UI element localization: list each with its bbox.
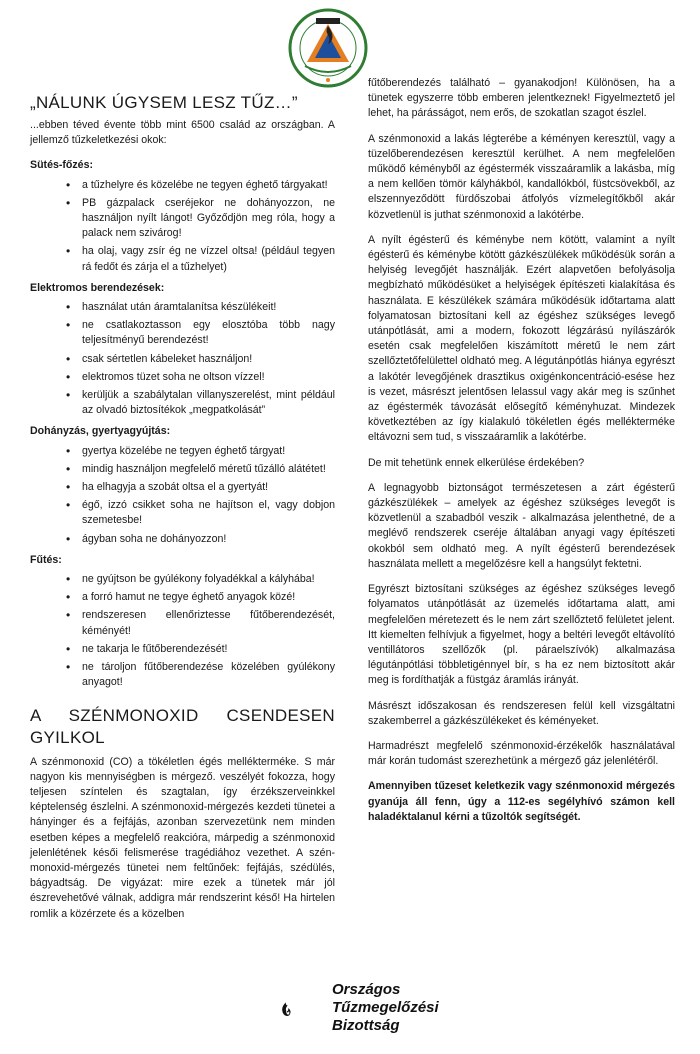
section-heading-heating: Fűtés:: [30, 553, 62, 566]
left-column: [30, 92, 335, 932]
paragraph: Egyrészt biztosítani szükséges az égéshez szükséges levegő folyamatos utánpótlását az üzemelés időtartama alatt, ami megfelelően méretezett és le nem zárt szellőztető felületet jelent. Itt kiemelten felhívjuk a figyelmet, hogy a beltéri levegőt eltávolító ventillátoros szellőzők (pl. páraelszívók) alkalmazása légutánpótlási többletigénnyel bír, s ha ez nem biztosított akár meg is fordíthatják a füstgáz áramlás irányát.: [368, 583, 675, 687]
section-heading-smoking: Dohányzás, gyertyagyújtás:: [30, 425, 171, 438]
list-item: • a forró hamut ne tegye éghető anyagok közé!: [82, 590, 335, 605]
org-name-line: Országos: [332, 981, 401, 998]
main-title: „NÁLUNK ÚGYSEM LESZ TŰZ…”: [30, 93, 298, 112]
list-item: • rendszeresen ellenőriztesse fűtőberendezését, kéményét!: [82, 608, 335, 638]
paragraph: A szénmonoxid a lakás légterébe a kéményen keresztül, vagy a tüzelőberendezésen keresztül kerülhet. A nem megfelelően működő kéményből az égéstermék visszaáramlik a lakásba, míg a nem kellően tömör kályhákból, kandallókból, füstcsövekből, az elszennyeződött fürdőszobai átfolyós vízmelegítőkből akár közvetlenül is juthat szénmonoxid a lakótérbe.: [368, 132, 675, 221]
paragraph: A nyílt égésterű és kéménybe nem kötött, valamint a nyílt égésterű és kéménybe kötött gázkészülékek működésük során a helyiség levegőjét használják. Ezért alapvetően befolyásolja megbízható működésüket a helyiségek építészeti kialakítása és használata. E készülékek számára működésük időtartama alatt folyamatosan biztosítani kell az égéshez szükséges levegő utánpótlását, ami a modern, fokozott légzárású nyílászárók esetén csak megfelelően kiszámított méretű le nem zárt szellőztetőfelülettel oldható meg. A légutánpótlás hiánya egyrészt a lakótér levegőjének drasztikus oxigénkoncentráció-esése hez is vezet, másrészt jelentősen lelassul vagy akár meg is szűnhet az égéstermék távozását elősegítő kéményhuzat. Mindezek következtében az így kialakuló tökéletlen égés mellékterméke eltávozni sem tud, s visszaáramlik a lakótérbe.: [368, 233, 675, 444]
list-item: • mindig használjon megfelelő méretű tűzálló alátétet!: [82, 462, 335, 477]
cooking-list: [30, 178, 335, 275]
paragraph: A legnagyobb biztonságot természetesen a zárt égésterű gázkészülékek – amelyek az égéshez szükséges levegőt is közvetlenül a szabadból veszik - alkalmazása jelenthetné, de a meglévő rendszerek cseréje általában anyagi vagy építészeti okokból sem oldható meg. A nyílt égésterű berendezések használata mellett a megelőzésre kell a hangsúlyt fektetni.: [368, 481, 675, 570]
section-heading-electrical: Elektromos berendezések:: [30, 281, 165, 294]
electrical-list: [30, 300, 335, 418]
fire-protection-emblem-icon: [283, 6, 373, 90]
list-item: • a tűzhelyre és közelébe ne tegyen éghető tárgyakat!: [82, 178, 335, 193]
list-item: • ha olaj, vagy zsír ég ne vízzel oltsa! (például tegyen rá fedőt és zárja el a tűzhelyet): [82, 244, 335, 274]
list-item: • égő, izzó csikket soha ne hajítson el, vagy dobjon szemetesbe!: [82, 498, 335, 528]
list-item: • használat után áramtalanítsa készülékeit!: [82, 300, 335, 315]
paragraph: Harmadrészt megfelelő szénmonoxid-érzékelők használatával már korán tudomást szerezhetünk a mérgező gáz jelenlétéről.: [368, 739, 675, 768]
list-item: • ne takarja le fűtőberendezését!: [82, 642, 335, 657]
list-item: • csak sértetlen kábeleket használjon!: [82, 352, 335, 367]
org-name-line: Bizottság: [332, 1017, 400, 1034]
list-item: • ne csatlakoztasson egy elosztóba több nagy teljesítményű berendezést!: [82, 318, 335, 348]
heating-list: [30, 572, 335, 690]
list-item: • kerüljük a szabálytalan villanyszerelést, mint például az olvadó biztosítékok „megpatkolását”: [82, 388, 335, 418]
list-item: • ha elhagyja a szobát oltsa el a gyertyát!: [82, 480, 335, 495]
question-paragraph: De mit tehetünk ennek elkerülése érdekében?: [368, 456, 585, 469]
paragraph: Másrészt időszakosan és rendszeresen felül kell vizsgáltatni szakemberrel a gázkészülékeket és kéményeket.: [368, 699, 675, 727]
org-name-line: Tűzmegelőzési: [332, 999, 439, 1016]
section-heading-cooking: Sütés-főzés:: [30, 159, 93, 172]
organization-name: [332, 981, 439, 1035]
list-item: • elektromos tüzet soha ne oltson vízzel!: [82, 370, 335, 385]
list-item: • ne tároljon fűtőberendezése közelében gyúlékony anyagot!: [82, 660, 335, 690]
co-title: A SZÉNMONOXID CSENDESEN GYILKOL: [30, 705, 335, 747]
intro-paragraph: ...ebben téved évente több mint 6500 család az országban. A jellemző tűzkeletkezési okok:: [30, 119, 335, 147]
flame-logo-icon: [280, 978, 326, 1042]
co-paragraph: A szénmonoxid (CO) a tökéletlen égés mellékterméke. S már nagyon kis mennyiségben is mérgező. veszélyét fokozza, hogy teljesen színtelen és szagtalan, így érzékszerveinkkel képtelenség észlelni. A szénmonoxid-mérgezés kezdeti tünetei a hányinger és a fejfájás, azonban szervezetünk nem minden esetben képes a megfelelő reakcióra, márpedig a szénmonoxid jelenlétének késői felismerése tragédiához vezethet. A szén-monoxid-mérgezés tünetei nem feltűnőek: fejfájás, szédülés, bágyadtság. De vigyázat: mire ezek a tünetek már jól észrevehetővé válnak, addigra már rendszerint késő! Ha hirtelen romlik a közérzete és a közelben: [30, 755, 335, 920]
list-item: • ne gyújtson be gyúlékony folyadékkal a kályhába!: [82, 572, 335, 587]
right-column: [368, 76, 675, 835]
paragraph: fűtőberendezés található – gyanakodjon! Különösen, ha a tünetek egyszerre több emberen jelentkeznek! Figyelmeztető jel lehet, ha párásságot, nem erős, de szokatlan szagot észlel.: [368, 77, 675, 120]
smoking-list: [30, 444, 335, 547]
list-item: • ágyban soha ne dohányozzon!: [82, 532, 335, 547]
list-item: • PB gázpalack cseréjekor ne dohányozzon, ne használjon nyílt lángot! Győződjön meg róla, hogy a palack nem szivárog!: [82, 196, 335, 242]
emergency-call-paragraph: Amennyiben tűzeset keletkezik vagy szénmonoxid mérgezés gyanúja áll fenn, úgy a 112-es segélyhívó számon kell haladéktalanul kérni a tűzoltók segítségét.: [368, 780, 675, 823]
list-item: • gyertya közelébe ne tegyen éghető tárgyat!: [82, 444, 335, 459]
